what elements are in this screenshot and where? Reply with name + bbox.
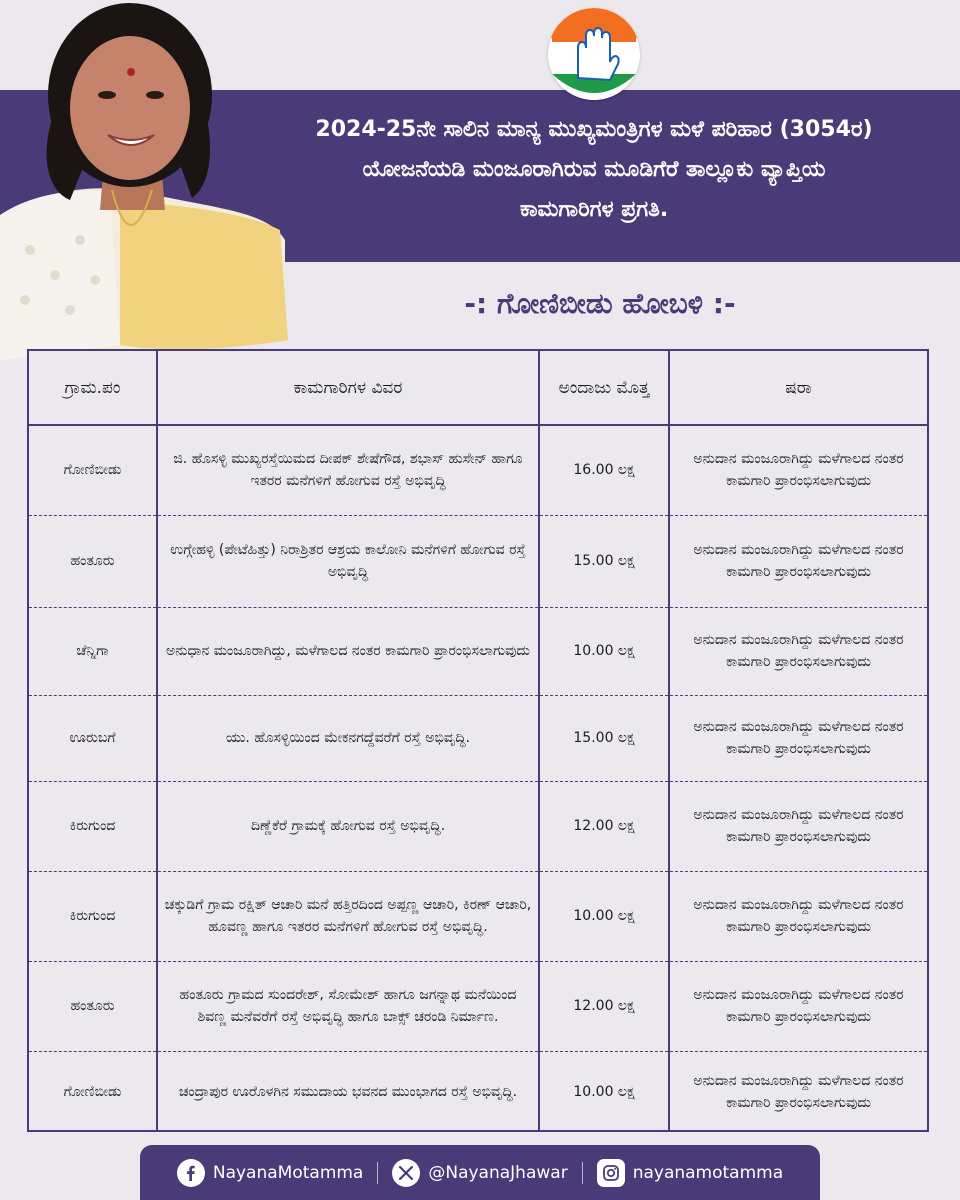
section-heading: -: ಗೋಣಿಬೀಡು ಹೋಬಳಿ :- [464,287,736,320]
x-link[interactable] [392,1159,567,1187]
cell-village: ಕಿರುಗುಂದ [69,908,116,924]
cell-village: ಗೋಣಿಬೀಡು [63,1083,122,1100]
cell-remark: ಅನುದಾನ ಮಂಜೂರಾಗಿದ್ದು ಮಳೆಗಾಲದ ನಂತರ ಕಾಮಗಾರಿ ಪ್ರಾರಂಭಿಸಲಾಗುವುದು [669,871,927,961]
cell-details: ಉಗ್ಗೇಹಳ್ಳಿ (ಪೇಟೆಹಿತ್ತು) ನಿರಾಶ್ರಿತರ ಆಶ್ರಯ ಕಾಲೋನಿ ಮನೆಗಳಿಗೆ ಹೋಗುವ ರಸ್ತೆ ಅಭಿವೃದ್ಧಿ [157,515,539,607]
cell-details: ಅನುಧಾನ ಮಂಜೂರಾಗಿದ್ದು, ಮಳೆಗಾಲದ ನಂತರ ಕಾಮಗಾರಿ ಪ್ರಾರಂಭಿಸಲಾಗುವುದು [157,607,539,695]
cell-amount: 10.00 ಲಕ್ಷ [539,1051,669,1132]
cell-village: ಊರುಬಗೆ [69,730,116,746]
cell-remark: ಅನುದಾನ ಮಂಜೂರಾಗಿದ್ದು ಮಳೆಗಾಲದ ನಂತರ ಕಾಮಗಾರಿ ಪ್ರಾರಂಭಿಸಲಾಗುವುದು [669,961,927,1051]
cell-village: ಹಂತೂರು [70,998,115,1014]
cell-amount: 12.00 ಲಕ್ಷ [539,781,669,871]
cell-remark: ಅನುದಾನ ಮಂಜೂರಾಗಿದ್ದು ಮಳೆಗಾಲದ ನಂತರ ಕಾಮಗಾರಿ ಪ್ರಾರಂಭಿಸಲಾಗುವುದು [669,515,927,607]
table-row [29,607,927,695]
cell-amount: 10.00 ಲಕ್ಷ [539,871,669,961]
cell-village: ಚೆನ್ನಿಗಾ [76,643,109,659]
instagram-handle: nayanamotamma [632,1162,784,1183]
cell-remark: ಅನುದಾನ ಮಂಜೂರಾಗಿದ್ದು ಮಳೆಗಾಲದ ನಂತರ ಕಾಮಗಾರಿ ಪ್ರಾರಂಭಿಸಲಾಗುವುದು [669,781,927,871]
cell-amount: 15.00 ಲಕ್ಷ [539,695,669,781]
cell-amount: 15.00 ಲಕ್ಷ [539,515,669,607]
instagram-link[interactable] [597,1159,783,1187]
cell-details: ಜಿ. ಹೊಸಳ್ಳಿ ಮುಖ್ಯರಸ್ತೆಯಿಮದ ದೀಪಕ್ ಶೇಷೆಗೌಡ, ಶಭಾಸ್ ಹುಸೇನ್ ಹಾಗೂ ಇತರರ ಮನೆಗಳಿಗೆ ಹೋಗುವ ರಸ್ತೆ ಅಭಿವೃದ್ಧಿ [157,425,539,515]
header-details: ಕಾಮಗಾರಿಗಳ ವಿವರ [157,351,539,425]
divider [377,1162,378,1184]
table-row [29,515,927,607]
party-logo [548,8,640,100]
table-row [29,425,927,515]
cell-village: ಹಂತೂರು [70,553,115,569]
x-icon [392,1159,420,1187]
cell-details: ಹಂತೂರು ಗ್ರಾಮದ ಸುಂದರೇಶ್, ಸೋಮೇಶ್ ಹಾಗೂ ಜಗನ್ನಾಥ ಮನೆಯಿಂದ ಶಿವಣ್ಣ ಮನೆವರೆಗೆ ರಸ್ತೆ ಅಭಿವೃದ್ಧಿ ಹಾಗೂ ಬಾಕ್ಸ್ ಚರಂಡಿ ನಿರ್ಮಾಣ. [157,961,539,1051]
title-line-1: 2024-25ನೇ ಸಾಲಿನ ಮಾನ್ಯ ಮುಖ್ಯಮಂತ್ರಿಗಳ ಮಳೆ ಪರಿಹಾರ (3054ರ) [315,117,873,142]
cell-remark: ಅನುದಾನ ಮಂಜೂರಾಗಿದ್ದು ಮಳೆಗಾಲದ ನಂತರ ಕಾಮಗಾರಿ ಪ್ರಾರಂಭಿಸಲಾಗುವುದು [669,1051,927,1132]
instagram-icon [597,1159,625,1187]
cell-remark: ಅನುದಾನ ಮಂಜೂರಾಗಿದ್ದು ಮಳೆಗಾಲದ ನಂತರ ಕಾಮಗಾರಿ ಪ್ರಾರಂಭಿಸಲಾಗುವುದು [669,695,927,781]
divider [582,1162,583,1184]
cell-details: ಚಕ್ಕುಡಿಗೆ ಗ್ರಾಮ ರಕ್ಷಿತ್ ಆಚಾರಿ ಮನೆ ಹತ್ತಿರದಿಂದ ಅಪ್ಪಣ್ಣ ಆಚಾರಿ, ಕಿರಣ್ ಆಚಾರಿ, ಹೂವಣ್ಣ ಹಾಗೂ ಇತರರ ಮನೆಗಳಿಗೆ ಹೋಗುವ ರಸ್ತೆ ಅಭಿವೃದ್ಧಿ. [157,871,539,961]
table-row [29,781,927,871]
social-footer [140,1145,820,1200]
title-line-2: ಯೋಜನೆಯಡಿ ಮಂಜೂರಾಗಿರುವ ಮೂಡಿಗೆರೆ ತಾಲ್ಲೂಕು ವ್ಯಾಪ್ತಿಯ [362,157,826,182]
header-remark: ಷರಾ [669,351,927,425]
header-village: ಗ್ರಾಮ.ಪಂ [29,351,157,425]
facebook-icon [177,1159,205,1187]
facebook-handle: NayanaMotamma [212,1162,364,1183]
cell-details: ಯು. ಹೊಸಳ್ಳಿಯಿಂದ ಮೇಕನಗದ್ದೆವರೆಗೆ ರಸ್ತೆ ಅಭಿವೃದ್ಧಿ. [157,695,539,781]
table-row [29,871,927,961]
works-table [27,349,929,1132]
cell-details: ಚಂದ್ರಾಪುರ ಊರೊಳಗಿನ ಸಮುದಾಯ ಭವನದ ಮುಂಭಾಗದ ರಸ್ತೆ ಅಭಿವೃದ್ಧಿ. [157,1051,539,1132]
page-title [238,110,950,230]
header-amount: ಅಂದಾಜು ಮೊತ್ತ [539,351,669,425]
table-header-row [29,351,927,425]
cell-amount: 12.00 ಲಕ್ಷ [539,961,669,1051]
cell-remark: ಅನುದಾನ ಮಂಜೂರಾಗಿದ್ದು ಮಳೆಗಾಲದ ನಂತರ ಕಾಮಗಾರಿ ಪ್ರಾರಂಭಿಸಲಾಗುವುದು [669,425,927,515]
cell-village: ಕಿರುಗುಂದ [69,818,116,834]
cell-details: ದಿಣ್ಣೆಕೆರೆ ಗ್ರಾಮಕ್ಕೆ ಹೋಗುವ ರಸ್ತೆ ಅಭಿವೃದ್ಧಿ. [157,781,539,871]
table-row [29,961,927,1051]
table-row [29,695,927,781]
cell-amount: 16.00 ಲಕ್ಷ [539,425,669,515]
title-line-3: ಕಾಮಗಾರಿಗಳ ಪ್ರಗತಿ. [519,197,669,222]
facebook-link[interactable] [177,1159,364,1187]
cell-remark: ಅನುದಾನ ಮಂಜೂರಾಗಿದ್ದು ಮಳೆಗಾಲದ ನಂತರ ಕಾಮಗಾರಿ ಪ್ರಾರಂಭಿಸಲಾಗುವುದು [669,607,927,695]
cell-amount: 10.00 ಲಕ್ಷ [539,607,669,695]
table-row [29,1051,927,1132]
cell-village: ಗೋಣಿಬೀಡು [63,462,122,479]
x-handle: @NayanaJhawar [428,1162,568,1183]
